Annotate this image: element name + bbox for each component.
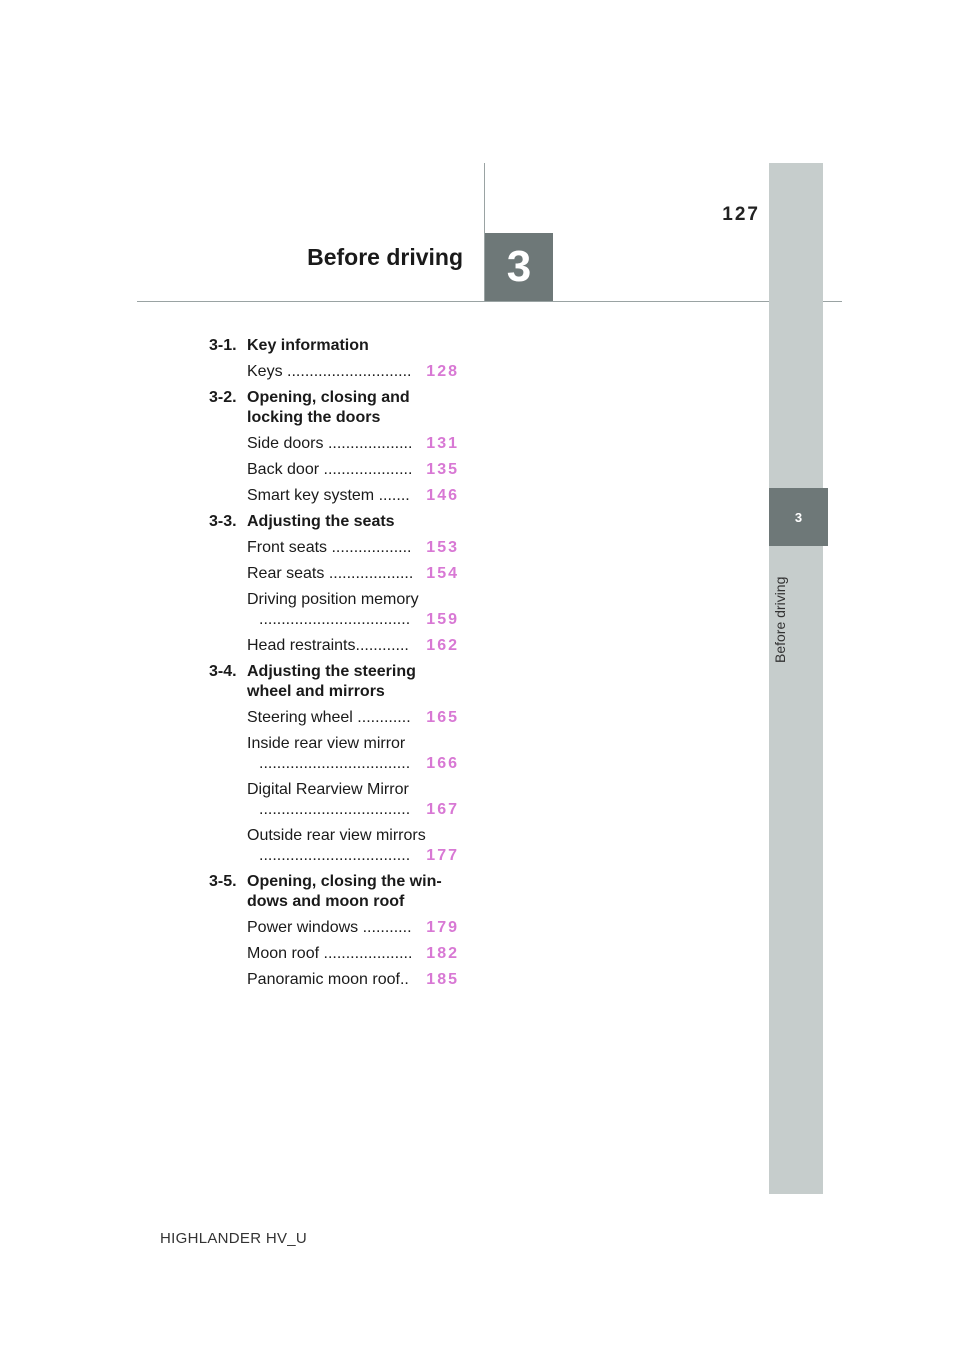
toc-entry[interactable] (247, 460, 459, 480)
entry-label: Side doors (247, 435, 324, 452)
section-title: Opening, closing and locking the doors (247, 389, 410, 426)
section-number: 3-3. (209, 513, 237, 530)
entry-label: Moon roof (247, 945, 320, 962)
entry-label: Steering wheel (247, 709, 353, 726)
page-link[interactable]: 146 (426, 487, 459, 504)
entry-leader: .................................. (259, 611, 411, 628)
side-tab-label-text: Before driving (772, 576, 788, 663)
toc-section[interactable] (209, 512, 459, 532)
toc-entry[interactable] (247, 486, 459, 506)
toc-entry[interactable] (247, 826, 459, 866)
toc-entry[interactable] (247, 434, 459, 454)
page-link[interactable]: 182 (426, 945, 459, 962)
section-number: 3-1. (209, 337, 237, 354)
page-link[interactable]: 165 (426, 709, 459, 726)
entry-leader: .................................. (259, 801, 411, 818)
toc-section[interactable] (209, 872, 459, 912)
entry-label: Driving position memory (247, 591, 419, 608)
footer-model: HIGHLANDER HV_U (160, 1230, 308, 1247)
chapter-number-box: 3 (485, 233, 553, 301)
entry-label: Rear seats (247, 565, 325, 582)
toc-entry[interactable] (247, 590, 459, 630)
section-number: 3-5. (209, 873, 237, 890)
page-link[interactable]: 179 (426, 919, 459, 936)
section-title: Opening, closing the win- dows and moon roof (247, 873, 442, 910)
header-divider-horizontal (137, 301, 842, 302)
toc-section[interactable] (209, 388, 459, 428)
section-title: Adjusting the steering wheel and mirrors (247, 663, 416, 700)
page-link[interactable]: 162 (426, 637, 459, 654)
side-strip (769, 163, 823, 1194)
toc-entry[interactable] (247, 636, 459, 656)
chapter-title: Before driving (307, 244, 463, 270)
page-link[interactable]: 135 (426, 461, 459, 478)
page-link[interactable]: 131 (426, 435, 459, 452)
page-link[interactable]: 159 (426, 611, 459, 628)
toc-entry[interactable] (247, 564, 459, 584)
entry-leader: ....... (378, 487, 410, 504)
entry-leader: .................. (331, 539, 412, 556)
page-number: 127 (722, 204, 760, 225)
entry-label: Smart key system (247, 487, 375, 504)
page-link[interactable]: 154 (426, 565, 459, 582)
page-link[interactable]: 185 (426, 971, 459, 988)
section-title: Key information (247, 337, 369, 354)
entry-leader: .. (399, 971, 409, 988)
toc-section[interactable] (209, 336, 459, 356)
entry-leader: ............ (357, 709, 411, 726)
toc-entry[interactable] (247, 918, 459, 938)
entry-leader: .................... (323, 461, 413, 478)
entry-leader: ................... (327, 435, 413, 452)
page-link[interactable]: 153 (426, 539, 459, 556)
page-link[interactable]: 128 (426, 363, 459, 380)
section-number: 3-4. (209, 663, 237, 680)
page-link[interactable]: 167 (426, 801, 459, 818)
entry-label: Inside rear view mirror (247, 735, 406, 752)
table-of-contents (209, 336, 459, 990)
entry-label: Head restraints (247, 637, 356, 654)
side-tab-number[interactable]: 3 (769, 488, 828, 546)
toc-entry[interactable] (247, 970, 459, 990)
entry-leader: ............................ (287, 363, 412, 380)
page-link[interactable]: 166 (426, 755, 459, 772)
toc-section[interactable] (209, 662, 459, 702)
entry-leader: .................... (323, 945, 413, 962)
toc-entry[interactable] (247, 708, 459, 728)
toc-entry[interactable] (247, 362, 459, 382)
entry-label: Front seats (247, 539, 328, 556)
entry-leader: ........... (362, 919, 412, 936)
entry-leader: .................................. (259, 847, 411, 864)
side-tab-label (770, 555, 790, 665)
page-link[interactable]: 177 (426, 847, 459, 864)
toc-entry[interactable] (247, 944, 459, 964)
section-number: 3-2. (209, 389, 237, 406)
entry-leader: ................... (328, 565, 414, 582)
toc-entry[interactable] (247, 734, 459, 774)
entry-leader: .................................. (259, 755, 411, 772)
entry-label: Panoramic moon roof (247, 971, 400, 988)
toc-entry[interactable] (247, 538, 459, 558)
section-title: Adjusting the seats (247, 513, 395, 530)
toc-entry[interactable] (247, 780, 459, 820)
entry-label: Keys (247, 363, 283, 380)
entry-leader: ............ (355, 637, 409, 654)
entry-label: Digital Rearview Mirror (247, 781, 409, 798)
entry-label: Power windows (247, 919, 359, 936)
entry-label: Back door (247, 461, 320, 478)
entry-label: Outside rear view mirrors (247, 827, 426, 844)
